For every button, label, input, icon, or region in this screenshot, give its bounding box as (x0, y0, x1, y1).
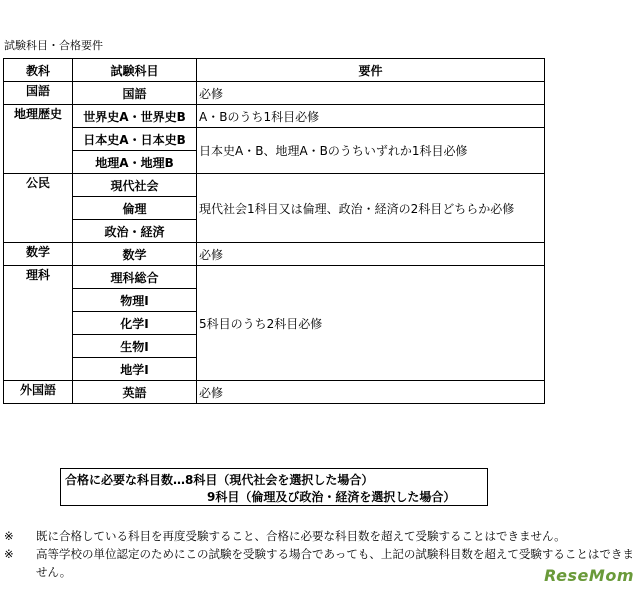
note-mark: ※ (4, 529, 14, 543)
notes (4, 527, 634, 581)
subject-cell: 国語 (73, 82, 197, 105)
subject-cell: 地理A・地理B (73, 151, 197, 174)
subject-cell: 政治・経済 (73, 220, 197, 243)
table-header-row (4, 59, 545, 82)
subject-cell: 地学Ⅰ (73, 358, 197, 381)
table-row (4, 105, 545, 128)
note-mark: ※ (4, 547, 14, 561)
resemom-logo: ReseMom (544, 566, 634, 585)
note-item (4, 545, 634, 581)
category-cell: 公民 (4, 174, 73, 243)
note-text: 既に合格している科目を再度受験すること、合格に必要な科目数を超えて受験することはできません。 (36, 529, 566, 543)
subject-cell: 理科総合 (73, 266, 197, 289)
requirement-cell: 必修 (197, 381, 545, 404)
category-cell: 数学 (4, 243, 73, 266)
table-row (4, 266, 545, 289)
subject-cell: 倫理 (73, 197, 197, 220)
category-cell: 地理歴史 (4, 105, 73, 174)
table-row (4, 243, 545, 266)
subject-cell: 日本史A・日本史B (73, 128, 197, 151)
category-cell: 理科 (4, 266, 73, 381)
subject-cell: 生物Ⅰ (73, 335, 197, 358)
summary-line-1: 合格に必要な科目数…8科目（現代社会を選択した場合） (65, 473, 374, 487)
requirement-cell: 5科目のうち2科目必修 (197, 266, 545, 381)
table-row (4, 174, 545, 197)
subject-cell: 数学 (73, 243, 197, 266)
table-row (4, 381, 545, 404)
header-category: 教科 (4, 59, 73, 82)
table-row (4, 128, 545, 151)
subject-cell: 英語 (73, 381, 197, 404)
requirement-cell: 現代社会1科目又は倫理、政治・経済の2科目どちらか必修 (197, 174, 545, 243)
requirement-cell: 必修 (197, 82, 545, 105)
subject-cell: 現代社会 (73, 174, 197, 197)
category-cell: 外国語 (4, 381, 73, 404)
subject-cell: 物理Ⅰ (73, 289, 197, 312)
header-subject: 試験科目 (73, 59, 197, 82)
requirement-cell: A・Bのうち1科目必修 (197, 105, 545, 128)
subject-cell: 世界史A・世界史B (73, 105, 197, 128)
subject-cell: 化学Ⅰ (73, 312, 197, 335)
table-row (4, 82, 545, 105)
category-cell: 国語 (4, 82, 73, 105)
table-caption: 試験科目・合格要件 (4, 39, 103, 52)
pass-requirement-box (60, 468, 488, 506)
note-text: 高等学校の単位認定のためにこの試験を受験する場合であっても、上記の試験科目数を超えて受験することはできません。 (36, 547, 634, 579)
header-requirement: 要件 (197, 59, 545, 82)
summary-line-2: 9科目（倫理及び政治・経済を選択した場合） (207, 490, 456, 504)
requirement-cell: 日本史A・B、地理A・Bのうちいずれか1科目必修 (197, 128, 545, 174)
note-item (4, 527, 634, 545)
requirements-table (3, 58, 545, 404)
requirement-cell: 必修 (197, 243, 545, 266)
